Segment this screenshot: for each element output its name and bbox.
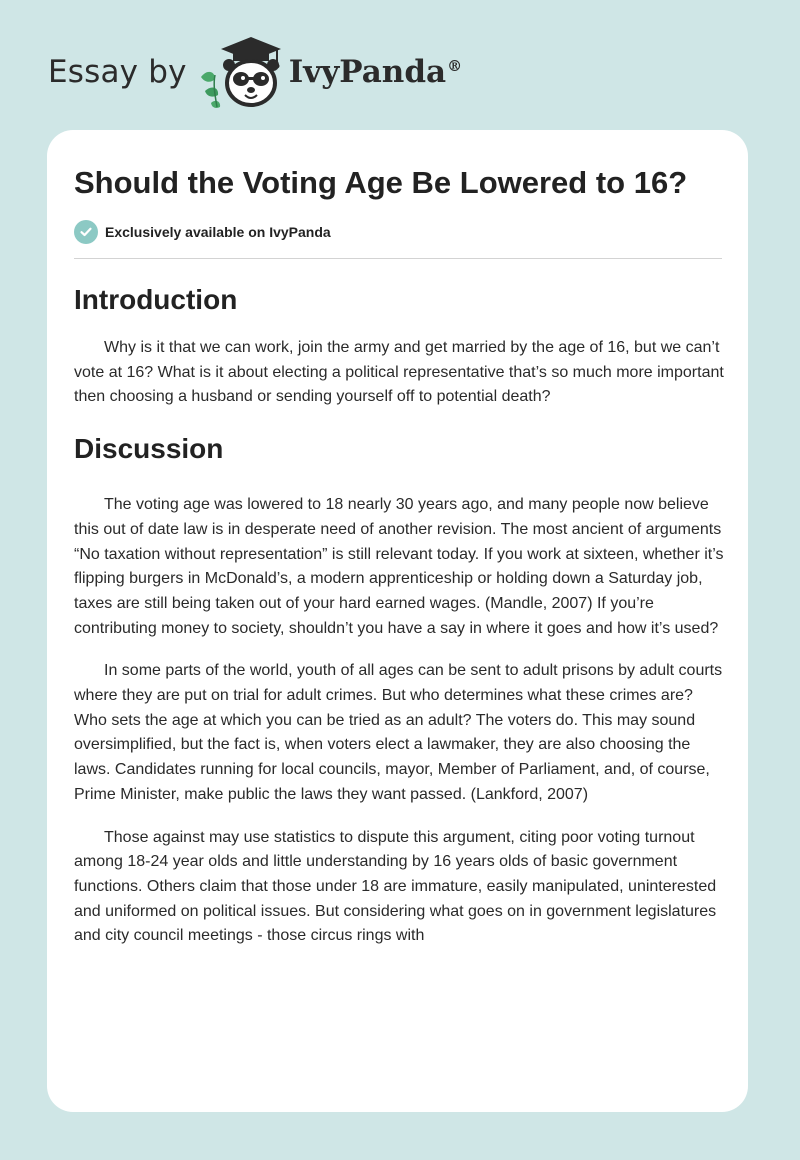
check-icon <box>74 220 98 244</box>
title-divider <box>74 258 722 259</box>
article-card <box>47 130 748 1112</box>
article-title: Should the Voting Age Be Lowered to 16? <box>74 165 688 200</box>
site-header <box>48 32 748 112</box>
exclusive-badge-label: Exclusively available on IvyPanda <box>105 224 331 240</box>
discussion-paragraph-2: In some parts of the world, youth of all ages can be sent to adult prisons by adult courts where they are put on trial for adult crimes. But who determines what these crimes are? Who sets the age at which you can be tried as an adult? The voters do. This may sound oversimplified, but the fact is, when voters elect a lawmaker, they are also choosing the laws. Candidates running for local councils, mayor, Member of Parliament, and, of course, Prime Minister, make public the laws they want passed. (Lankford, 2007) <box>74 662 723 803</box>
introduction-paragraph: Why is it that we can work, join the army and get married by the age of 16, but we can’t vote at 16? What is it about electing a political representative that’s so much more important then choosing a husband or sending yourself off to potential death? <box>74 339 724 406</box>
brand-text: IvyPanda <box>288 54 447 90</box>
brand-name[interactable] <box>289 54 462 90</box>
ivypanda-logo-icon <box>197 33 283 111</box>
registered-mark: ® <box>447 56 463 75</box>
essay-by-label: Essay by <box>48 54 187 90</box>
section-heading-introduction: Introduction <box>74 284 238 315</box>
section-heading-discussion: Discussion <box>74 433 224 465</box>
exclusive-badge <box>74 220 721 244</box>
discussion-paragraph-3: Those against may use statistics to dispute this argument, citing poor voting turnout among 18-24 year olds and little understanding by 16 years olds of basic government functions. Others claim that those under 18 are immature, easily manipulated, uninterested and uniformed on political issues. But considering what goes on in government legislatures and city council meetings - those circus rings with <box>74 828 717 945</box>
discussion-paragraph-1: The voting age was lowered to 18 nearly 30 years ago, and many people now believe this out of date law is in desperate need of another revision. The most ancient of arguments “No taxation without representation” is still relevant today. If you work at sixteen, whether it’s flipping burgers in McDonald’s, a modern apprenticeship or holding down a Saturday job, taxes are still being taken out of your hard earned wages. (Mandle, 2007) If you’re contributing money to society, shouldn’t you have a say in where it goes and how it’s used? <box>74 496 724 637</box>
